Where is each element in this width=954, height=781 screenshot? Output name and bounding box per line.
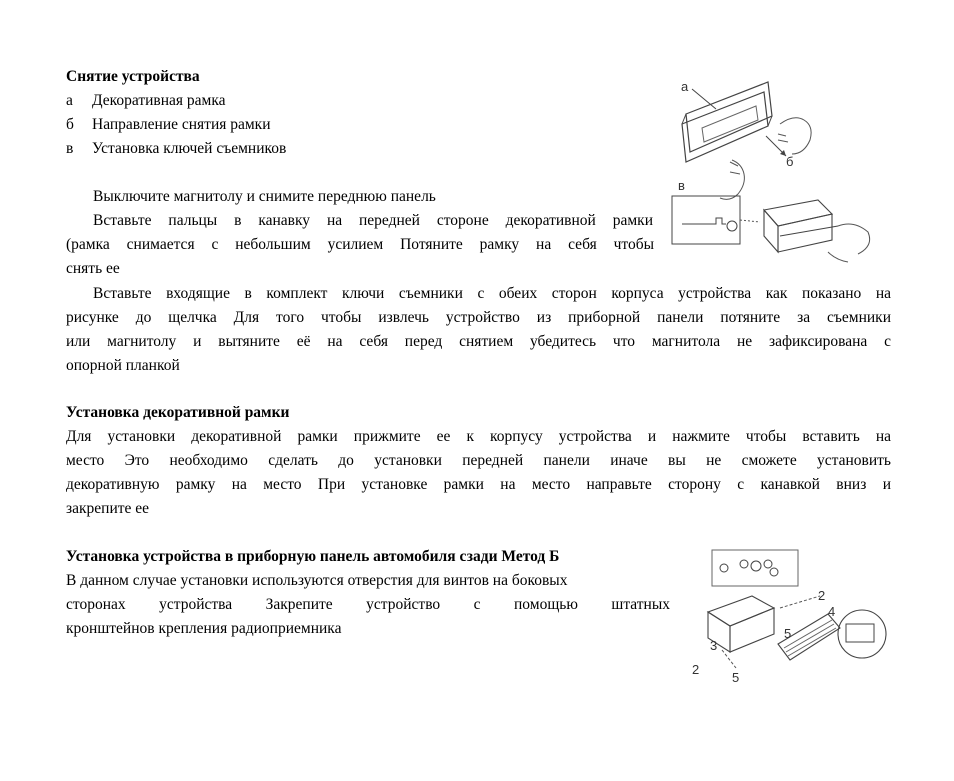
figure-label-4: 4	[828, 604, 836, 619]
legend-item-a	[66, 89, 226, 113]
paragraph-line: закрепите ее	[66, 500, 150, 517]
legend-text: Декоративная рамка	[92, 92, 226, 109]
paragraph-line: опорной планкой	[66, 357, 180, 374]
section1-title: Снятие устройства	[66, 68, 200, 85]
figure-label-5-top: 5	[784, 626, 792, 641]
legend-key: в	[66, 140, 74, 157]
figure-label-2-bottom: 2	[692, 662, 700, 677]
figure-label-5-bottom: 5	[732, 670, 740, 685]
legend-key: а	[66, 92, 73, 109]
legend-item-c	[66, 137, 286, 161]
paragraph-line: В данном случае установки используются отверстия для винтов на боковых	[66, 572, 568, 589]
section3-title: Установка устройства в приборную панель автомобиля сзади Метод Б	[66, 548, 560, 565]
legend-item-b	[66, 113, 271, 137]
install-method-figure	[688, 548, 898, 688]
paragraph-line: рисунке до щелчка Для того чтобы извлечь устройство из приборной панели потяните за съемники	[66, 309, 891, 326]
paragraph-line: или магнитолу и вытяните её на себя перед снятием убедитесь что магнитола не зафиксирована с	[66, 333, 891, 350]
paragraph-line: Для установки декоративной рамки прижмите ее к корпусу устройства и нажмите чтобы вставить на	[66, 428, 891, 445]
paragraph-line: сторонах устройства Закрепите устройство с помощью штатных	[66, 596, 670, 613]
figure-label-b: б	[786, 154, 794, 169]
paragraph-line: место Это необходимо сделать до установки передней панели иначе вы не сможете установить	[66, 452, 891, 469]
figure-label-c: в	[678, 178, 685, 193]
frame-removal-figure	[668, 76, 878, 276]
paragraph-line: Выключите магнитолу и снимите переднюю панель	[93, 188, 436, 205]
paragraph-line: кронштейнов крепления радиоприемника	[66, 620, 342, 637]
section2-title: Установка декоративной рамки	[66, 404, 290, 421]
paragraph-line: Вставьте пальцы в канавку на передней стороне декоративной рамки	[93, 212, 653, 229]
frame-removal-illustration	[668, 76, 878, 276]
paragraph-line: снять ее	[66, 260, 120, 277]
figure-label-a: а	[681, 79, 689, 94]
install-method-illustration	[688, 548, 898, 688]
figure-label-3: 3	[710, 638, 718, 653]
figure-label-2-top: 2	[818, 588, 826, 603]
legend-text: Установка ключей съемников	[92, 140, 287, 157]
paragraph-line: (рамка снимается с небольшим усилием Потяните рамку на себя чтобы	[66, 236, 654, 253]
legend-text: Направление снятия рамки	[92, 116, 271, 133]
legend-key: б	[66, 116, 74, 133]
paragraph-line: Вставьте входящие в комплект ключи съемники с обеих сторон корпуса устройства как показано на	[93, 285, 891, 302]
paragraph-line: декоративную рамку на место При установке рамки на место направьте сторону с канавкой вниз и	[66, 476, 891, 493]
